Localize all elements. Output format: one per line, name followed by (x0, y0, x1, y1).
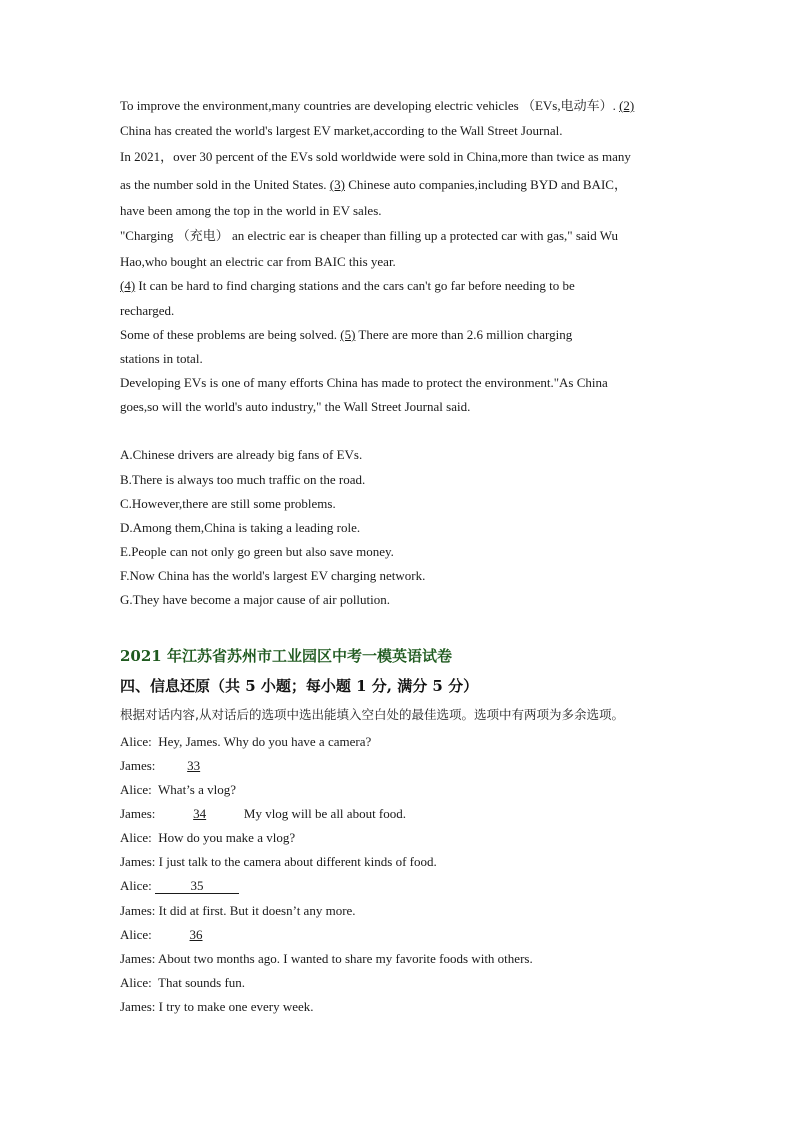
dialogue-text: Hey, James. Why do you have a camera? (158, 734, 372, 749)
passage-line-10 (120, 327, 572, 343)
passage-text: There are more than 2.6 million charging (358, 327, 573, 342)
passage-text: To improve the environment,many countries are developing electric vehicles （EVs,电动车）. (120, 98, 616, 113)
passage-line-7: Hao,who bought an electric car from BAIC this year. (120, 254, 396, 269)
speaker-label: James: (120, 854, 156, 869)
passage-line-11: stations in total. (120, 351, 203, 366)
passage-line-8 (120, 278, 575, 294)
passage-line-13: goes,so will the world's auto industry," the Wall Street Journal said. (120, 399, 471, 414)
passage-text: It can be hard to find charging stations and the cars can't go far before needing to be (138, 278, 575, 293)
dialogue-line (120, 975, 245, 991)
blank-36: 36 (189, 927, 203, 942)
option-e: E.People can not only go green but also save money. (120, 544, 394, 559)
dialogue-line (120, 806, 406, 822)
passage-line-4 (120, 177, 627, 193)
dialogue-line (120, 830, 295, 846)
passage-line-2: China has created the world's largest EV market,according to the Wall Street Journal. (120, 123, 563, 138)
dialogue-line (120, 927, 237, 943)
dialogue-line (120, 878, 239, 894)
dialogue-line (120, 782, 236, 798)
dialogue-text: What’s a vlog? (158, 782, 237, 797)
blank-4: (4) (120, 278, 136, 293)
blank-2: (2) (619, 98, 635, 113)
passage-line-6: "Charging （充电） an electric ear is cheaper than filling up a protected car with gas," said Wu (120, 228, 619, 243)
passage-line-1 (120, 98, 634, 114)
speaker-label: Alice: (120, 927, 152, 942)
speaker-label: James: (120, 758, 156, 773)
blank-34: 34 (193, 806, 207, 821)
passage-text: Some of these problems are being solved. (120, 327, 337, 342)
speaker-label: Alice: (120, 782, 152, 797)
section-instruction: 根据对话内容,从对话后的选项中选出能填入空白处的最佳选项。选项中有两项为多余选项。 (120, 707, 624, 722)
speaker-label: Alice: (120, 830, 152, 845)
option-b: B.There is always too much traffic on the road. (120, 472, 366, 487)
dialogue-line (120, 758, 229, 774)
dialogue-line (120, 854, 437, 870)
passage-line-3: In 2021，over 30 percent of the EVs sold worldwide were sold in China,more than twice as many (120, 149, 631, 164)
dialogue-text: I just talk to the camera about different kinds of food. (158, 854, 437, 869)
dialogue-text: It did at first. But it doesn’t any more. (158, 903, 356, 918)
option-f: F.Now China has the world's largest EV charging network. (120, 568, 426, 583)
section-heading: 四、信息还原（共 5 小题；每小题 1 分, 满分 5 分） (120, 677, 479, 695)
speaker-label: James: (120, 903, 156, 918)
speaker-label: James: (120, 999, 156, 1014)
passage-line-12: Developing EVs is one of many efforts China has made to protect the environment."As China (120, 375, 608, 390)
dialogue-text: My vlog will be all about food. (243, 806, 407, 821)
dialogue-text: How do you make a vlog? (158, 830, 296, 845)
option-c: C.However,there are still some problems. (120, 496, 336, 511)
exam-title: 2021 年江苏省苏州市工业园区中考一模英语试卷 (120, 647, 452, 665)
dialogue-line (120, 734, 371, 750)
speaker-label: Alice: (120, 975, 152, 990)
dialogue-text: About two months ago. I wanted to share my favorite foods with others. (157, 951, 533, 966)
option-a: A.Chinese drivers are already big fans of EVs. (120, 447, 363, 462)
blank-33: 33 (187, 758, 201, 773)
option-d: D.Among them,China is taking a leading role. (120, 520, 361, 535)
dialogue-text: That sounds fun. (158, 975, 246, 990)
passage-text: Chinese auto companies,including BYD and BAIC， (348, 177, 627, 192)
dialogue-text: I try to make one every week. (158, 999, 314, 1014)
blank-35: 35 (155, 879, 239, 894)
dialogue-line (120, 951, 533, 967)
speaker-label: Alice: (120, 878, 152, 893)
speaker-label: James: (120, 951, 156, 966)
passage-line-5: have been among the top in the world in EV sales. (120, 203, 382, 218)
blank-3: (3) (329, 177, 345, 192)
speaker-label: James: (120, 806, 156, 821)
speaker-label: Alice: (120, 734, 152, 749)
passage-line-9: recharged. (120, 303, 175, 318)
passage-text: as the number sold in the United States. (120, 177, 327, 192)
dialogue-line (120, 903, 356, 919)
dialogue-line (120, 999, 314, 1015)
blank-5: (5) (340, 327, 356, 342)
option-g: G.They have become a major cause of air pollution. (120, 592, 391, 607)
